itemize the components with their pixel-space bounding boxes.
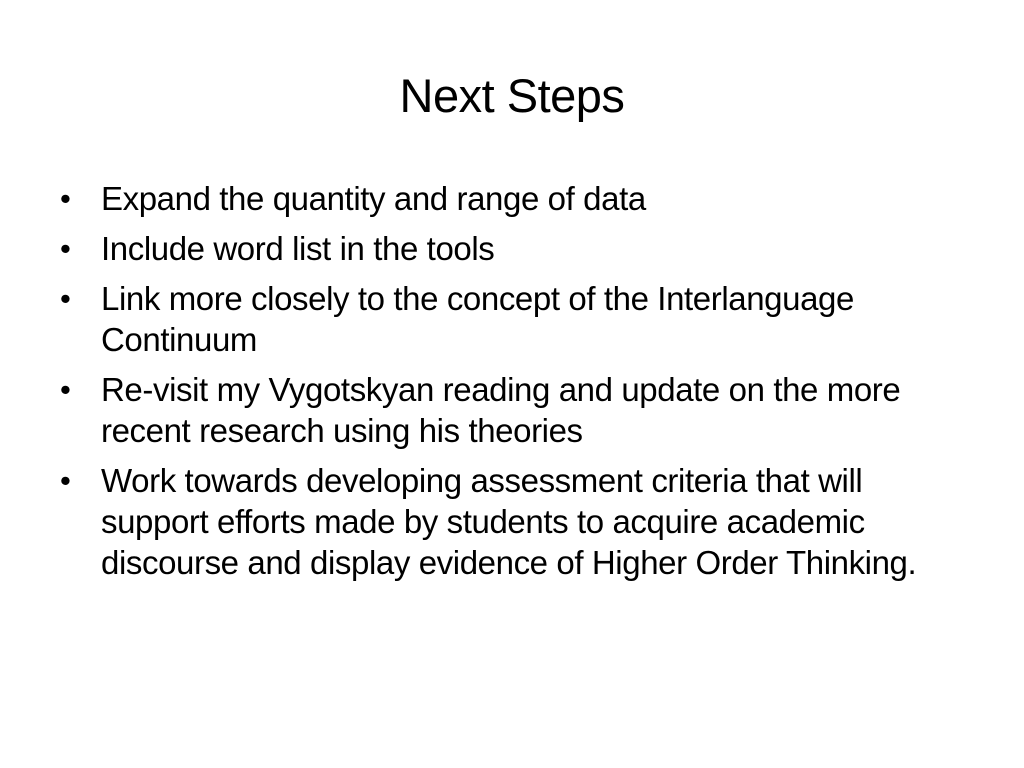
slide-title: Next Steps [399, 69, 625, 122]
bullet-text: Expand the quantity and range of data [101, 180, 646, 217]
bullet-text: Work towards developing assessment criteria that will support efforts made by students to acquire academic discourse and display evidence of Higher Order Thinking. [101, 462, 917, 581]
bullet-dot-icon: • [60, 181, 71, 216]
bullet-text: Re-visit my Vygotskyan reading and update on the more recent research using his theories [101, 371, 901, 449]
bullet-dot-icon: • [60, 281, 71, 316]
bullet-list [58, 178, 958, 592]
bullet-item [58, 178, 958, 219]
bullet-dot-icon: • [60, 231, 71, 266]
bullet-item [58, 369, 958, 451]
bullet-text: Include word list in the tools [101, 230, 495, 267]
bullet-item [58, 228, 958, 269]
bullet-dot-icon: • [60, 372, 71, 407]
bullet-text: Link more closely to the concept of the Interlanguage Continuum [101, 280, 854, 358]
bullet-dot-icon: • [60, 463, 71, 498]
bullet-item [58, 278, 958, 360]
bullet-item [58, 460, 958, 583]
